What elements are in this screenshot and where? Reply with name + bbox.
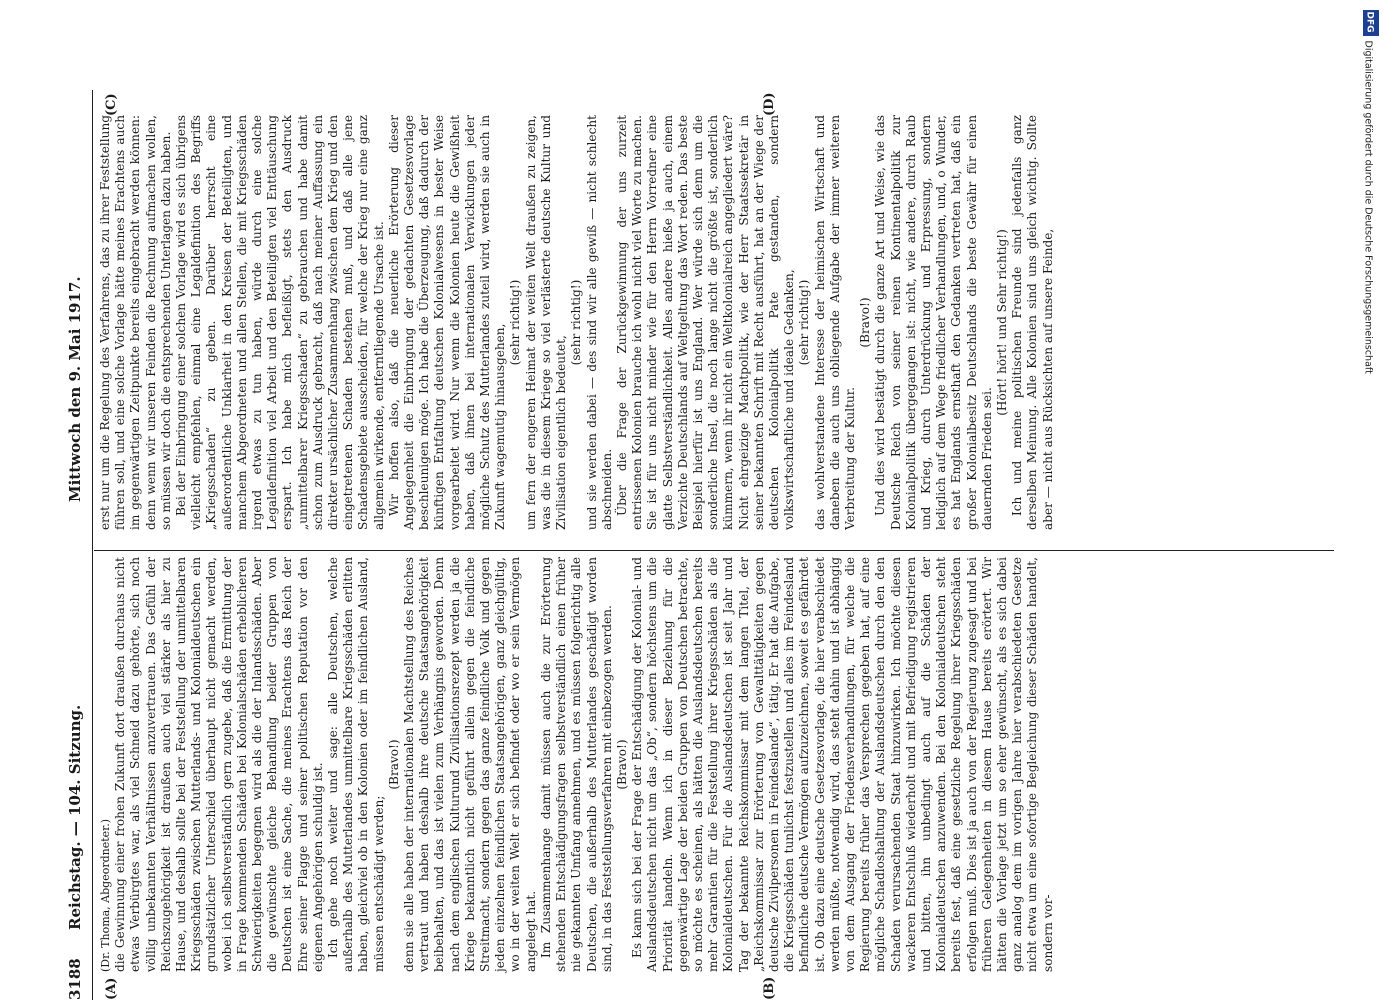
- paragraph: und sie werden dabei — des sind wir alle gewiß — nicht schlecht abschneiden.: [584, 115, 614, 530]
- right-column: [98, 115, 1056, 530]
- paragraph: Es kann sich bei der Frage der Entschädigung der Kolonial- und Auslandsdeutschen nicht um das „Ob“, sondern höchstens um die Priorität handeln. Wenn ich in dieser Beziehung für die gegenwärtige Lage der beiden Gruppen von Deutschen betrachte, so möchte es scheinen, als hätten die Auslandsdeutschen bereits mehr Garantien für die Feststellung ihrer Kriegsschäden als die Kolonialdeutschen. Für die Auslandsdeutschen ist seit Jahr und Tag der bekannte Reichskommissar mit dem langen Titel, der „Reichskommissar zur Erörterung von Gewalttätigkeiten gegen deutsche Zivilpersonen in Feindeslande“, tätig. Er hat die Aufgabe, die Kriegsschäden tunlichst festzustellen und alles im Feindesland befindliche deutsche Vermögen aufzuzeichnen, soweit es gefährdet ist. Ob dazu eine deutsche Gesetzesvorlage, die hier verabschiedet werden müßte, notwendig wird, das steht dahin und ist abhängig von dem Ausgang der Friedensverhandlungen, für welche die Regierung bereits früher das Versprechen gegeben hat, auf eine mögliche Schadloshaltung der Auslandsdeutschen durch den den Schaden verursachenden Staat hinzuwirken. Ich möchte diesen wackeren Entschluß wiederholt und mit Befriedigung registrieren und bitten, ihn unbedingt auch auf die Schäden der Kolonialdeutschen anzuwenden. Bei den Kolonialdeutschen steht bereits fest, daß eine gesetzliche Regelung ihrer Kriegsschäden erfolgen muß. Dies ist ja auch von der Regierung zugesagt und bei früheren Gelegenheiten in diesem Hause bereits erörtert. Wir hätten die Vorlage jetzt um so eher gewünscht, als es sich dabei ganz analog dem im vorigen Jahre hier verabschiedeten Gesetze nicht etwa um eine sofortige Begleichung dieser Schäden handelt, sondern vor-: [630, 557, 1055, 972]
- interjection: (sehr richtig!): [508, 279, 523, 366]
- margin-marker-a: (A): [104, 977, 119, 1000]
- margin-marker-b: (B): [762, 976, 777, 1000]
- page-header: [66, 90, 92, 1000]
- paragraph: Ich und meine politischen Freunde sind jedenfalls ganz derselben Meinung. Alle Kolonien sind uns gleich wichtig. Sollte aber — nicht aus Rücksichten auf unsere Feinde,: [1010, 115, 1055, 530]
- header-rule: [92, 90, 93, 1000]
- paragraph: Und dies wird bestätigt durch die ganze Art und Weise, wie das Deutsche Reich von seiner reinen Kontinentalpolitik zur Kolonialpolitik übergegangen ist: nicht, wie andere, durch Raub und Krieg, durch Unterdrückung und Erpressung, sondern lediglich auf dem Wege friedlicher Verhandlungen, und, o Wunder, es hat Englands ernsthaft den Gedanken vertreten hat, daß ein großer Kolonialbesitz Deutschlands die beste Gewähr für einen dauernden Frieden sei.: [873, 115, 994, 530]
- margin-marker-d: (D): [762, 92, 777, 116]
- interjection: (Bravo!): [614, 739, 629, 790]
- margin-marker-c: (C): [104, 93, 119, 116]
- paragraph: Wir hoffen also, daß die neuerliche Erörterung dieser Angelegenheit die Einbringung der gedachten Gesetzesvorlage beschleunigen möge. Ich habe die Überzeugung, daß dadurch der künftigen Entfaltung deutschen Kolonialwesens in bester Weise vorgearbeitet wird. Nur wenn die Kolonien heute die Gewißheit haben, daß ihnen bei internationalen Verwicklungen jeder mögliche Schutz des Mutterlandes zuteil wird, werden sie auch in Zukunft wagemutig hinausgehen,: [386, 115, 508, 530]
- header-right-title: Mittwoch den 9. Mai 1917.: [66, 276, 84, 502]
- paragraph: denn sie alle haben der internationalen Machtstellung des Reiches vertraut und haben deshalb ihre deutsche Staatsangehörigkeit beibehalten, und das ist vielen zum Verhängnis geworden. Denn nach dem englischen Kulturund Zivilisationsrezept werden ja die Kriege bekanntlich nicht geführt allein gegen die feindliche Streitmacht, sondern gegen das ganze feindliche Volk und gegen jeden einzelnen feindlichen Staatsangehörigen, ganz gleichgültig, wo in der weiten Welt er sich befindet oder wo er sein Vermögen angelegt hat.: [402, 557, 538, 972]
- digitization-stamp: [1363, 10, 1379, 990]
- dfg-logo: DFG: [1363, 10, 1379, 36]
- interjection: (Bravo!): [386, 739, 401, 790]
- speaker-label: (Dr. Thoma, Abgeordneter.): [99, 818, 112, 972]
- paragraph: Ich gehe noch weiter und sage: alle Deutschen, welche außerhalb des Mutterlandes unmittelbare Kriegsschäden erlitten haben, gleichviel ob in den Kolonien oder im feindlichen Ausland, müssen entschädigt werden;: [326, 557, 386, 972]
- interjection: (sehr richtig!): [797, 279, 812, 366]
- paragraph: die Gewinnung einer frohen Zukunft dort draußen durchaus nicht etwas Verbürgtes war, als viel Schneid dazu gehörte, sich noch völlig unbekannten Verhältnissen anzuvertrauen. Das Gefühl der Reichszugehörigkeit ist draußen auch viel stärker als hier zu Hause, und deshalb sollte bei der Feststellung der unmittelbaren Kriegsschäden zwischen Mutterlands- und Kolonialdeutschen ein grundsätzlicher Unterschied überhaupt nicht gemacht werden, wobei ich selbstverständlich gern zugebe, daß die Ermittlung der in Frage kommenden Schäden bei Kolonialschäden erheblicheren Schwierigkeiten begegnen wird als die der Inlandsschäden. Aber die gewünschte gleiche Behandlung beider Gruppen von Deutschen ist eine Sache, die meines Erachtens das Reich der Ehre seiner Flagge und seiner politischen Reputation vor den eigenen Angehörigen schuldig ist.: [113, 557, 325, 972]
- paragraph: Bei der Einbringung einer solchen Vorlage wird es sich übrigens vielleicht empfehlen, einmal eine Legaldefinition des Begriffs „Kriegsschaden“ zu geben. Darüber herrscht eine außerordentliche Unklarheit in den Kreisen der Beteiligten, und manchem Abgeordneten und allen Stellen, die mit Kriegsschäden irgend etwas zu tun haben, würde durch eine solche Legaldefinition viel Arbeit und den Beteiligten viel Enttäuschung erspart. Ich habe mich befleißigt, stets den Ausdruck „unmittelbarer Kriegsschaden“ zu gebrauchen und habe damit schon zum Ausdruck gebracht, daß nach meiner Auffassung ein direkter ursächlicher Zusammenhang zwischen dem Krieg und den eingetretenen Schaden bestehen muß, und daß alle jene Schadensgebiete ausscheiden, für welche der Krieg nur eine ganz allgemein wirkende, entferntliegende Ursache ist.: [174, 115, 386, 530]
- page-number: 3188: [66, 958, 84, 1000]
- paragraph: Über die Frage der Zurückgewinnung der uns zurzeit entrissenen Kolonien brauche ich wohl nicht viel Worte zu machen. Sie ist für uns nicht minder wie für den Herrn Vorredner eine glatte Selbstverständlichkeit. Alles andere hieße ja auch, einem Verzichte Deutschlands auf Weltgeltung das Wort reden. Das beste Beispiel hierfür ist uns England. Wer würde sich denn um die sonderliche Insel, die noch lange nicht die größte ist, sonderlich kümmern, wenn ihr nicht ein Weltkolonialreich angegliedert wäre? Nicht ehrgeizige Machtpolitik, wie der Herr Staatssekretär in seiner bekannten Schrift mit Recht ausführt, hat an der Wiege der deutschen Kolonialpolitik Pate gestanden, sondern volkswirtschaftliche und ideale Gedanken,: [614, 115, 797, 530]
- column-divider: [94, 550, 1334, 551]
- document-page: [62, 90, 1337, 1000]
- left-column: [98, 557, 1056, 972]
- interjection: (Hört! hört! und Sehr richtig!): [994, 229, 1009, 416]
- interjection: (Bravo!): [858, 297, 873, 348]
- digitization-notice: Digitalisierung gefördert durch die Deutsche Forschungsgemeinschaft: [1362, 40, 1374, 374]
- paragraph: um fern der engeren Heimat der weiten Welt draußen zu zeigen, was die in diesem Kriege so viel verlästerte deutsche Kultur und Zivilisation eigentlich bedeutet,: [523, 115, 569, 530]
- header-left-title: Reichstag. — 104. Sitzung.: [66, 704, 84, 930]
- interjection: (sehr richtig!): [569, 279, 584, 366]
- paragraph: Im Zusammenhange damit müssen auch die zur Erörterung stehenden Entschädigungsfragen selbstverständlich einen früher nie gekannten Umfang annehmen, und es müssen folgerichtig alle Deutschen, die außerhalb des Mutterlandes geschädigt worden sind, in das Feststellungsverfahren mit einbezogen werden.: [538, 557, 614, 972]
- paragraph: erst nur um die Regelung des Verfahrens, das zu ihrer Feststellung führen soll, und eine solche Vorlage hätte meines Erachtens auch im gegenwärtigen Zeitpunkte bereits eingebracht werden können: denn wenn wir unseren Feinden die Rechnung aufmachen wollen, so müssen wir doch die entsprechenden Unterlagen dazu haben.: [98, 115, 173, 530]
- paragraph: das wohlverstandene Interesse der heimischen Wirtschaft und daneben die auch uns obliegende Aufgabe der immer weiteren Verbreitung der Kultur.: [812, 115, 857, 530]
